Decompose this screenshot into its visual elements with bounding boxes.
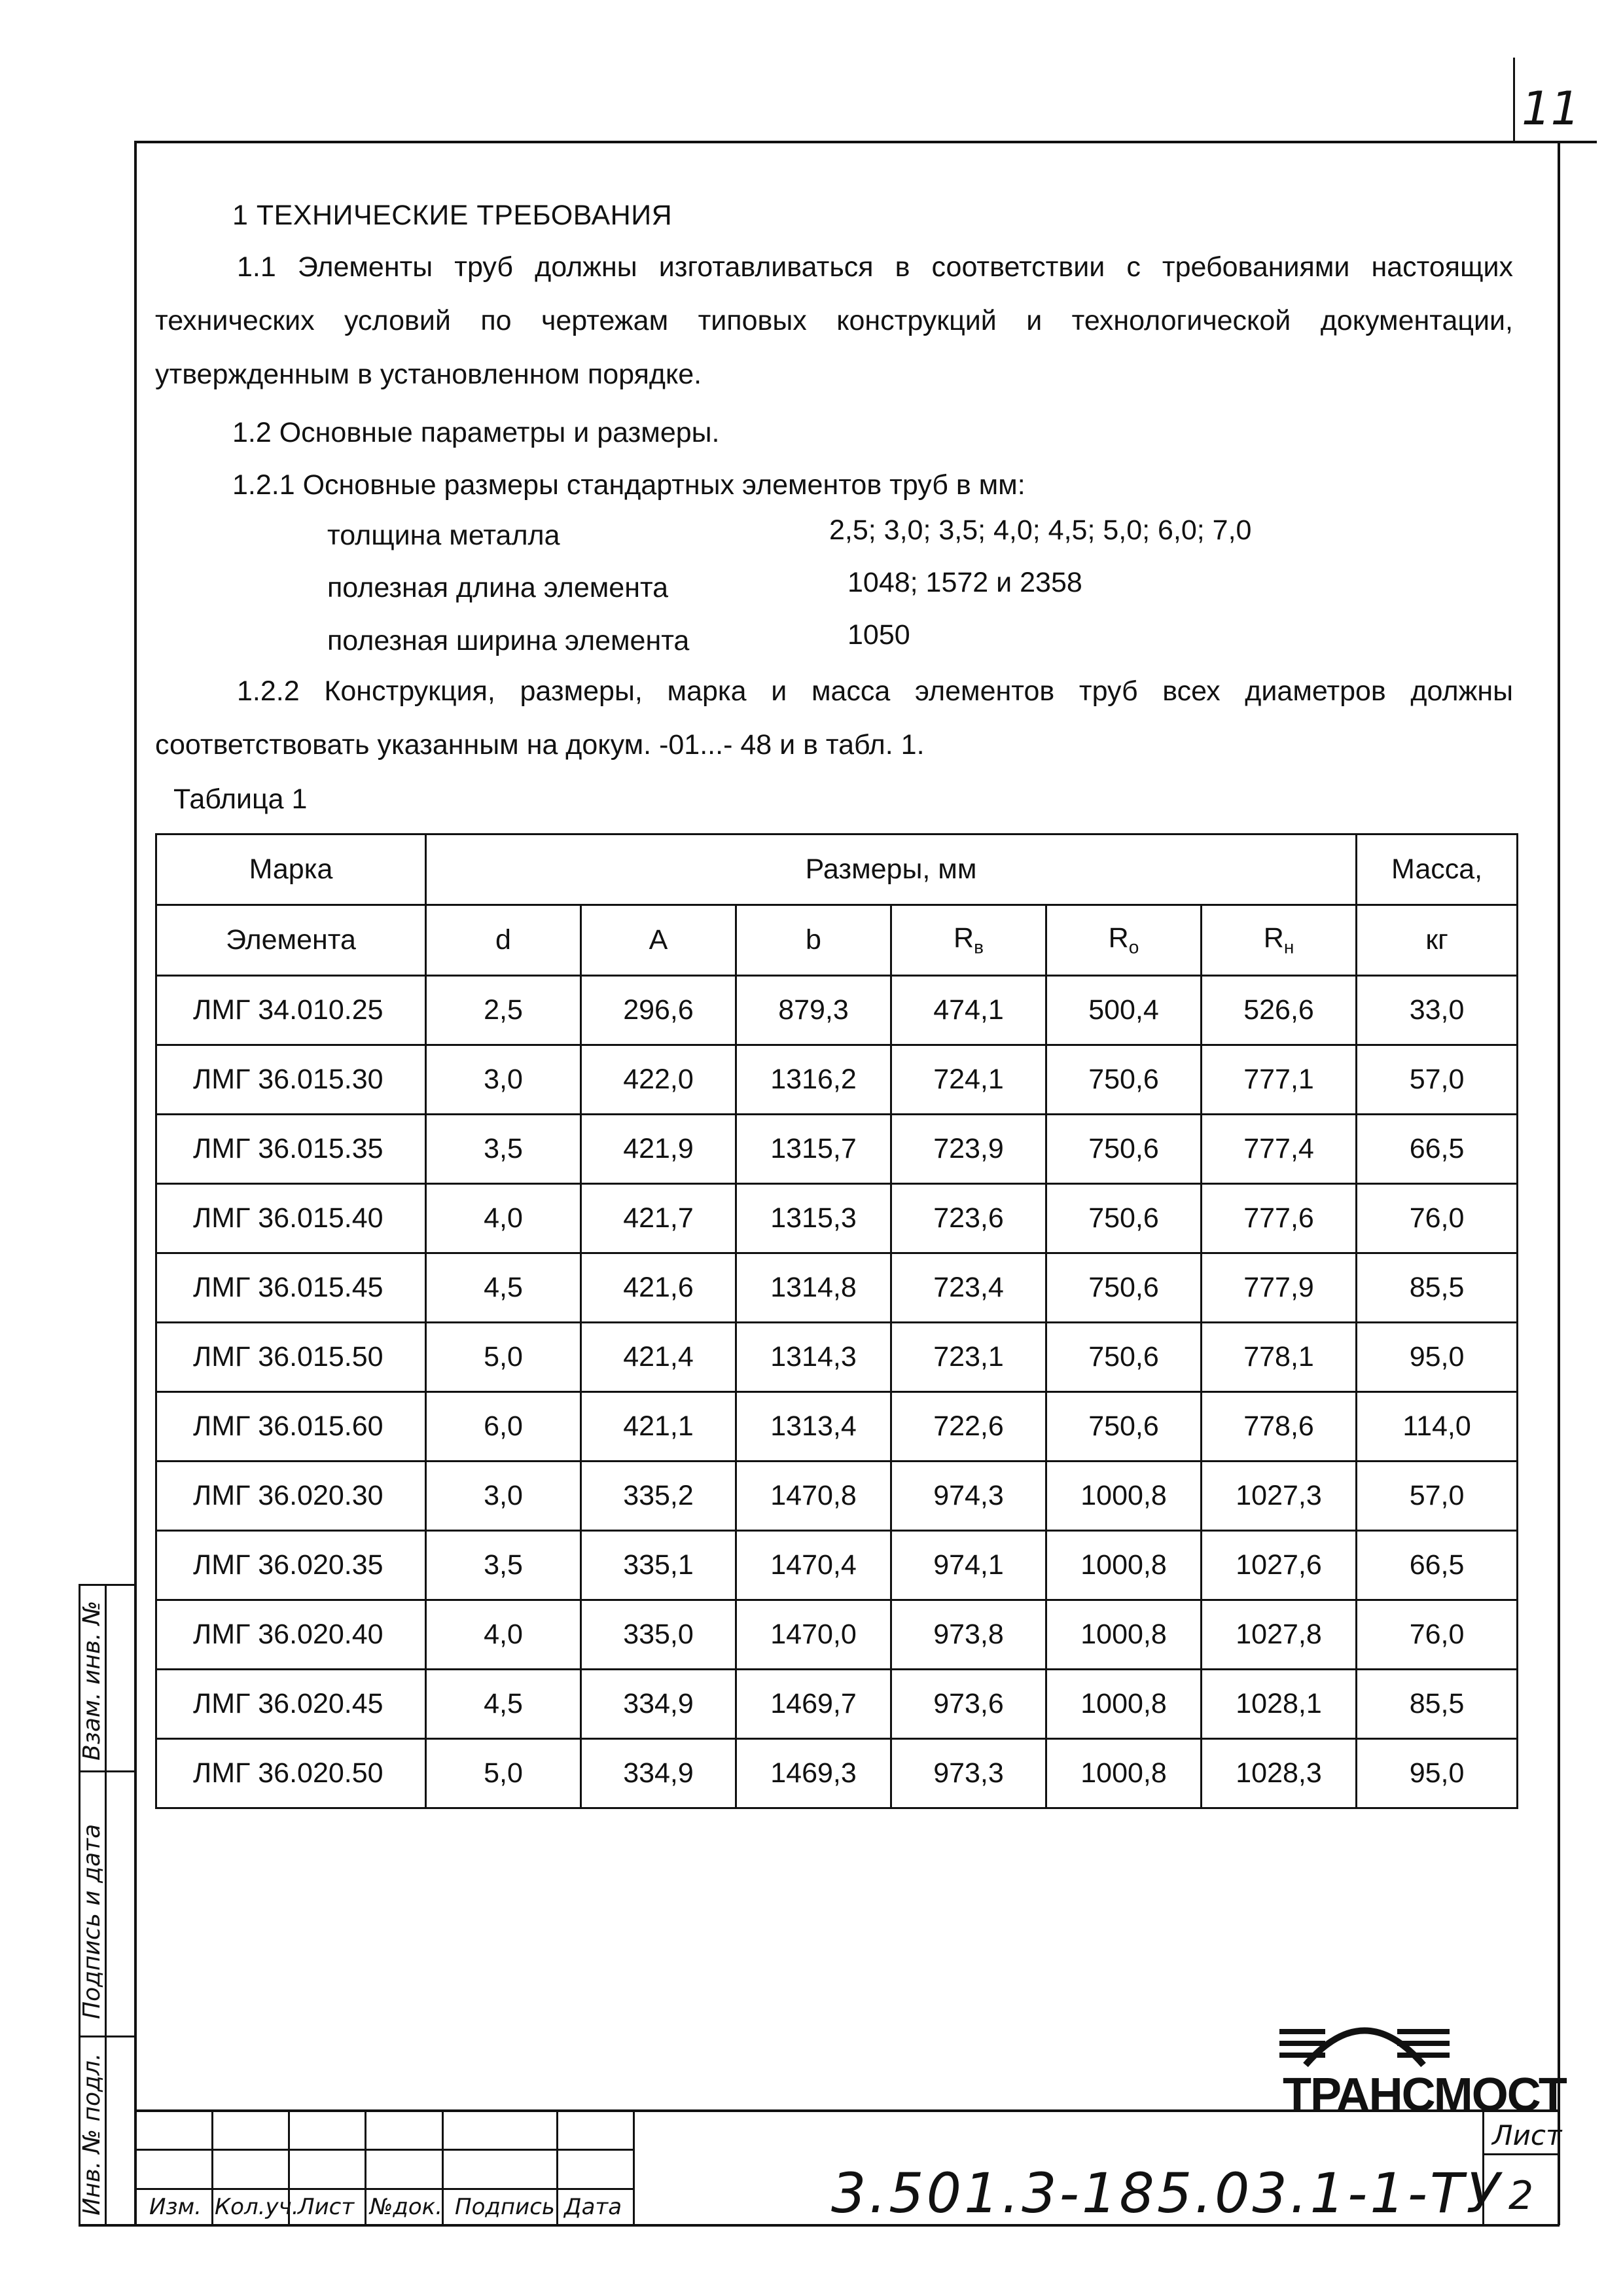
table-row [156, 1670, 1518, 1739]
table-cell: 750,6 [1046, 1392, 1202, 1462]
header-mark-top: Марка [156, 834, 426, 905]
header-d: d [426, 905, 581, 976]
table-cell: 1314,8 [736, 1253, 891, 1323]
table-cell: 1316,2 [736, 1045, 891, 1115]
table-cell: 1470,8 [736, 1462, 891, 1531]
table-cell: 1000,8 [1046, 1670, 1202, 1739]
header-Rn: $R_н$ [1202, 905, 1357, 976]
table-cell: 1028,3 [1202, 1739, 1357, 1808]
table-cell: 1315,3 [736, 1184, 891, 1253]
stamp-sheet-number: 2 [1508, 2173, 1534, 2219]
param-name: толщина металла [327, 520, 560, 551]
table-cell: 777,1 [1202, 1045, 1357, 1115]
header-b: b [736, 905, 891, 976]
table-cell: 57,0 [1357, 1462, 1518, 1531]
table-cell: 973,8 [891, 1600, 1046, 1670]
cell-mark: ЛМГ 36.015.35 [156, 1115, 426, 1184]
header-Rv: $R_в$ [891, 905, 1046, 976]
header-mass-bottom: кг [1357, 905, 1518, 976]
table-cell: 5,0 [426, 1323, 581, 1392]
table-cell: 296,6 [581, 976, 736, 1045]
table-cell: 1027,3 [1202, 1462, 1357, 1531]
table-cell: 4,0 [426, 1184, 581, 1253]
side-stamp-top [79, 1584, 136, 1586]
table-cell: 526,6 [1202, 976, 1357, 1045]
table-cell: 76,0 [1357, 1600, 1518, 1670]
table-cell: 474,1 [891, 976, 1046, 1045]
table-cell: 57,0 [1357, 1045, 1518, 1115]
stamp-data: Дата [564, 2194, 622, 2220]
header-mark-bottom: Элемента [156, 905, 426, 976]
table-cell: 750,6 [1046, 1253, 1202, 1323]
table-cell: 500,4 [1046, 976, 1202, 1045]
label-podpis-data: Подпись и дата [79, 1823, 105, 2019]
table-row [156, 1323, 1518, 1392]
table-cell: 750,6 [1046, 1323, 1202, 1392]
cell-mark: ЛМГ 36.020.40 [156, 1600, 426, 1670]
table-cell: 777,6 [1202, 1184, 1357, 1253]
header-sizes: Размеры, мм [426, 834, 1357, 905]
corner-page-number: 11 [1522, 82, 1580, 135]
table-cell: 421,7 [581, 1184, 736, 1253]
table-cell: 5,0 [426, 1739, 581, 1808]
table-cell: 334,9 [581, 1670, 736, 1739]
table-cell: 421,6 [581, 1253, 736, 1323]
frame-top [134, 141, 1597, 143]
cell-mark: ЛМГ 36.020.45 [156, 1670, 426, 1739]
table-row [156, 1184, 1518, 1253]
cell-mark: ЛМГ 36.020.30 [156, 1462, 426, 1531]
table-cell: 777,4 [1202, 1115, 1357, 1184]
stamp-sheet-label: Лист [1492, 2119, 1562, 2151]
table-cell: 95,0 [1357, 1739, 1518, 1808]
table-cell: 1314,3 [736, 1323, 891, 1392]
corner-tick [1513, 58, 1515, 141]
table-cell: 723,4 [891, 1253, 1046, 1323]
side-stamp-sep [79, 1770, 136, 1772]
stamp-kol-uch: Кол.уч. [215, 2194, 299, 2220]
table-cell: 1000,8 [1046, 1600, 1202, 1670]
stamp-list: Лист [298, 2194, 355, 2220]
table-cell: 66,5 [1357, 1115, 1518, 1184]
table-cell: 1313,4 [736, 1392, 891, 1462]
table-cell: 1315,7 [736, 1115, 891, 1184]
label-inv-podl: Инв. № подл. [79, 2053, 105, 2215]
header-mass-top: Масса, [1357, 834, 1518, 905]
table-cell: 750,6 [1046, 1115, 1202, 1184]
cell-mark: ЛМГ 36.015.40 [156, 1184, 426, 1253]
stamp-col-line [211, 2109, 213, 2225]
param-name: полезная длина элемента [327, 572, 669, 603]
table-cell: 335,1 [581, 1531, 736, 1600]
stamp-n-dok: №док. [370, 2194, 443, 2220]
side-stamp-sep [79, 2036, 136, 2037]
table-cell: 421,1 [581, 1392, 736, 1462]
frame-right [1558, 141, 1560, 2225]
table-row [156, 1739, 1518, 1808]
param-value: 2,5; 3,0; 3,5; 4,0; 4,5; 5,0; 6,0; 7,0 [829, 514, 1252, 546]
table-cell: 6,0 [426, 1392, 581, 1462]
table-cell: 1000,8 [1046, 1531, 1202, 1600]
section-heading: 1 ТЕХНИЧЕСКИЕ ТРЕБОВАНИЯ [232, 200, 673, 231]
table-cell: 973,3 [891, 1739, 1046, 1808]
param-value: 1048; 1572 и 2358 [847, 567, 1082, 598]
table-cell: 778,6 [1202, 1392, 1357, 1462]
table-cell: 974,3 [891, 1462, 1046, 1531]
table-cell: 750,6 [1046, 1184, 1202, 1253]
table-cell: 114,0 [1357, 1392, 1518, 1462]
header-A: А [581, 905, 736, 976]
table-row [156, 1600, 1518, 1670]
transmost-logo-icon [1279, 2003, 1450, 2075]
transmost-logo-text: ТРАНСМОСТ [1283, 2069, 1566, 2121]
table-row [156, 1392, 1518, 1462]
table-cell: 750,6 [1046, 1045, 1202, 1115]
table-cell: 974,1 [891, 1531, 1046, 1600]
document-code: 3.501.3-185.03.1-1-ТУ [831, 2161, 1503, 2225]
table-cell: 335,2 [581, 1462, 736, 1531]
table-cell: 421,9 [581, 1115, 736, 1184]
table-cell: 2,5 [426, 976, 581, 1045]
frame-left [134, 141, 137, 2225]
cell-mark: ЛМГ 36.020.35 [156, 1531, 426, 1600]
table-cell: 973,6 [891, 1670, 1046, 1739]
cell-mark: ЛМГ 36.015.30 [156, 1045, 426, 1115]
table-cell: 1470,4 [736, 1531, 891, 1600]
table-cell: 723,6 [891, 1184, 1046, 1253]
table-cell: 1469,3 [736, 1739, 891, 1808]
table-cell: 1028,1 [1202, 1670, 1357, 1739]
table-cell: 778,1 [1202, 1323, 1357, 1392]
table-cell: 4,0 [426, 1600, 581, 1670]
param-name: полезная ширина элемента [327, 625, 690, 656]
table-caption: Таблица 1 [173, 783, 308, 815]
table-row [156, 1462, 1518, 1531]
table-cell: 335,0 [581, 1600, 736, 1670]
table-cell: 85,5 [1357, 1670, 1518, 1739]
table-cell: 33,0 [1357, 976, 1518, 1045]
header-Ro: $R_o$ [1046, 905, 1202, 976]
table-cell: 724,1 [891, 1045, 1046, 1115]
table-cell: 76,0 [1357, 1184, 1518, 1253]
table-cell: 85,5 [1357, 1253, 1518, 1323]
table-row [156, 1115, 1518, 1184]
table-cell: 95,0 [1357, 1323, 1518, 1392]
table-cell: 1027,6 [1202, 1531, 1357, 1600]
stamp-col-line [633, 2109, 635, 2225]
stamp-col-line [365, 2109, 366, 2225]
stamp-sheet-sep [1482, 2153, 1560, 2155]
stamp-podpis: Подпись [455, 2194, 555, 2220]
table-cell: 3,0 [426, 1045, 581, 1115]
table-row [156, 1045, 1518, 1115]
paragraph-1-1: 1.1 Элементы труб должны изготавливаться в соответствии с требованиями настоящих технических условий по чертежам типовых конструкций и технологической документации, утвержденным в установленном порядке. [155, 251, 1513, 390]
paragraph-1-2-1: 1.2.1 Основные размеры стандартных элементов труб в мм: [232, 469, 1026, 501]
table-cell: 66,5 [1357, 1531, 1518, 1600]
stamp-izm: Изм. [149, 2194, 202, 2220]
table-cell: 3,5 [426, 1531, 581, 1600]
table-cell: 723,9 [891, 1115, 1046, 1184]
table-cell: 422,0 [581, 1045, 736, 1115]
table-cell: 1027,8 [1202, 1600, 1357, 1670]
table-row [156, 1531, 1518, 1600]
table-cell: 3,5 [426, 1115, 581, 1184]
table-cell: 723,1 [891, 1323, 1046, 1392]
param-value: 1050 [847, 619, 910, 651]
cell-mark: ЛМГ 36.015.50 [156, 1323, 426, 1392]
table-row [156, 1253, 1518, 1323]
cell-mark: ЛМГ 36.020.50 [156, 1739, 426, 1808]
table-row [156, 976, 1518, 1045]
table-cell: 4,5 [426, 1253, 581, 1323]
table-cell: 334,9 [581, 1739, 736, 1808]
cell-mark: ЛМГ 36.015.60 [156, 1392, 426, 1462]
table-header-row [156, 834, 1518, 905]
table-cell: 879,3 [736, 976, 891, 1045]
paragraph-1-2-2: 1.2.2 Конструкция, размеры, марка и масса элементов труб всех диаметров должны соответствовать указанным на докум. -01...- 48 и в табл. 1. [155, 675, 1513, 761]
table-cell: 1469,7 [736, 1670, 891, 1739]
table-1 [155, 833, 1518, 1809]
table-cell: 777,9 [1202, 1253, 1357, 1323]
table-cell: 1000,8 [1046, 1739, 1202, 1808]
cell-mark: ЛМГ 36.015.45 [156, 1253, 426, 1323]
table-cell: 1000,8 [1046, 1462, 1202, 1531]
table-cell: 4,5 [426, 1670, 581, 1739]
paragraph-1-2: 1.2 Основные параметры и размеры. [232, 417, 720, 448]
table-header-row [156, 905, 1518, 976]
table-cell: 722,6 [891, 1392, 1046, 1462]
table-cell: 3,0 [426, 1462, 581, 1531]
table-cell: 1470,0 [736, 1600, 891, 1670]
stamp-col-line [556, 2109, 558, 2225]
cell-mark: ЛМГ 34.010.25 [156, 976, 426, 1045]
label-vzam-inv: Взам. инв. № [79, 1600, 105, 1761]
table-cell: 421,4 [581, 1323, 736, 1392]
